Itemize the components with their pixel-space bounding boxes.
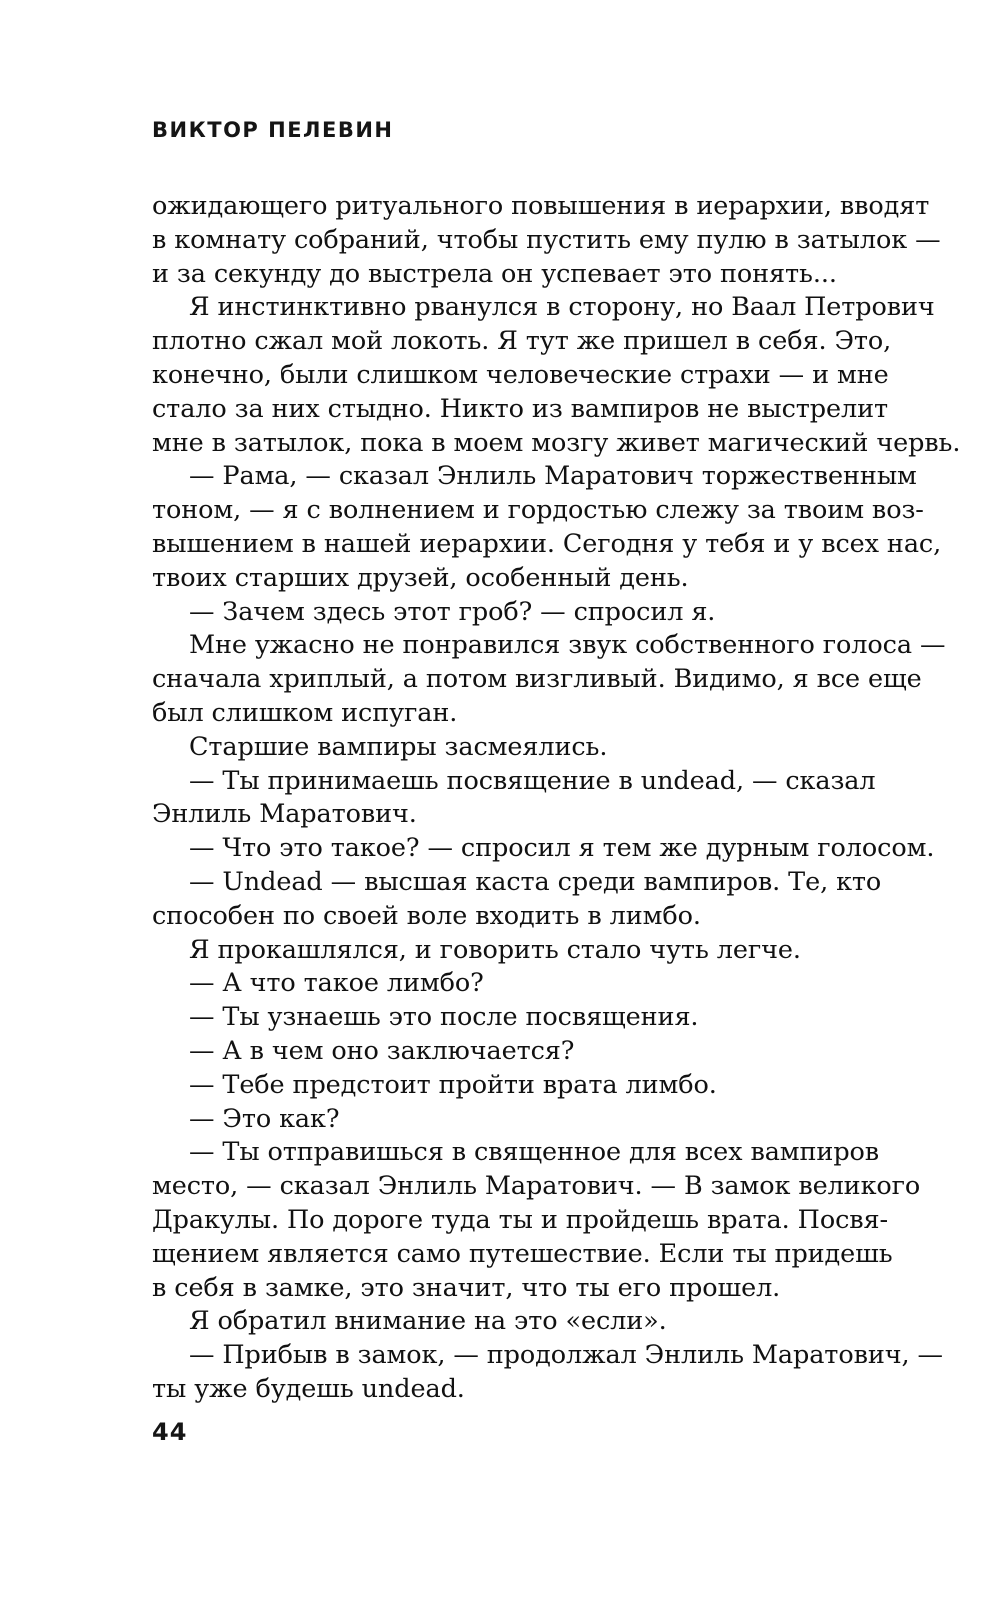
text-line: в комнату собраний, чтобы пустить ему пулю в затылок — [152,224,941,255]
text-line: мне в затылок, пока в моем мозгу живет магический червь. [152,427,961,458]
text-line: — Undead — высшая каста среди вампиров. Те, кто [189,866,882,897]
text-line: — Прибыв в замок, — продолжал Энлиль Маратович, — [189,1340,943,1371]
text-line: ожидающего ритуального повышения в иерархии, вводят [152,191,930,221]
body-text [152,190,961,1407]
text-line: вышением в нашей иерархии. Сегодня у тебя и у всех нас, [152,528,942,559]
text-line: способен по своей воле входить в лимбо. [152,900,701,931]
text-line: сначала хриплый, а потом визгливый. Видимо, я все еще [152,664,922,695]
text-line: в себя в замке, это значит, что ты его прошел. [152,1272,781,1303]
text-line: стало за них стыдно. Никто из вампиров не выстрелит [152,393,889,424]
text-line: — Это как? [189,1103,340,1134]
text-line: Я прокашлялся, и говорить стало чуть легче. [189,934,801,965]
text-line: — А в чем оно заключается? [189,1035,575,1066]
text-line: — Ты принимаешь посвящение в undead, — сказал [189,765,876,796]
text-line: твоих старших друзей, особенный день. [152,562,689,593]
text-line: Дракулы. По дороге туда ты и пройдешь врата. Посвя- [152,1204,889,1235]
text-line: — Ты узнаешь это после посвящения. [189,1002,699,1033]
text-line: место, — сказал Энлиль Маратович. — В замок великого [152,1171,921,1202]
text-line: Старшие вампиры засмеялись. [189,731,608,762]
text-line: был слишком испуган. [152,697,458,728]
text-line: плотно сжал мой локоть. Я тут же пришел в себя. Это, [152,326,892,357]
text-line: и за секунду до выстрела он успевает это понять... [152,258,837,289]
text-line: Энлиль Маратович. [152,799,417,830]
text-line: конечно, были слишком человеческие страхи — и мне [152,359,889,390]
text-line: ты уже будешь undead. [152,1373,465,1404]
text-line: Я обратил внимание на это «если». [189,1306,667,1337]
text-line: — Что это такое? — спросил я тем же дурным голосом. [189,833,935,864]
text-line: щением является само путешествие. Если ты придешь [152,1238,893,1269]
text-line: Мне ужасно не понравился звук собственного голоса — [189,630,946,661]
text-line: Я инстинктивно рванулся в сторону, но Ваал Петрович [189,292,935,323]
page-number: 44 [152,1418,188,1446]
text-line: — А что такое лимбо? [189,968,484,999]
text-line: — Ты отправишься в священное для всех вампиров [189,1137,880,1168]
text-line: — Зачем здесь этот гроб? — спросил я. [189,596,716,627]
text-line: — Рама, — сказал Энлиль Маратович торжественным [189,461,917,492]
running-head: ВИКТОР ПЕЛЕВИН [152,118,394,142]
text-line: тоном, — я с волнением и гордостью слежу за твоим воз- [152,495,924,526]
text-line: — Тебе предстоит пройти врата лимбо. [189,1069,717,1100]
